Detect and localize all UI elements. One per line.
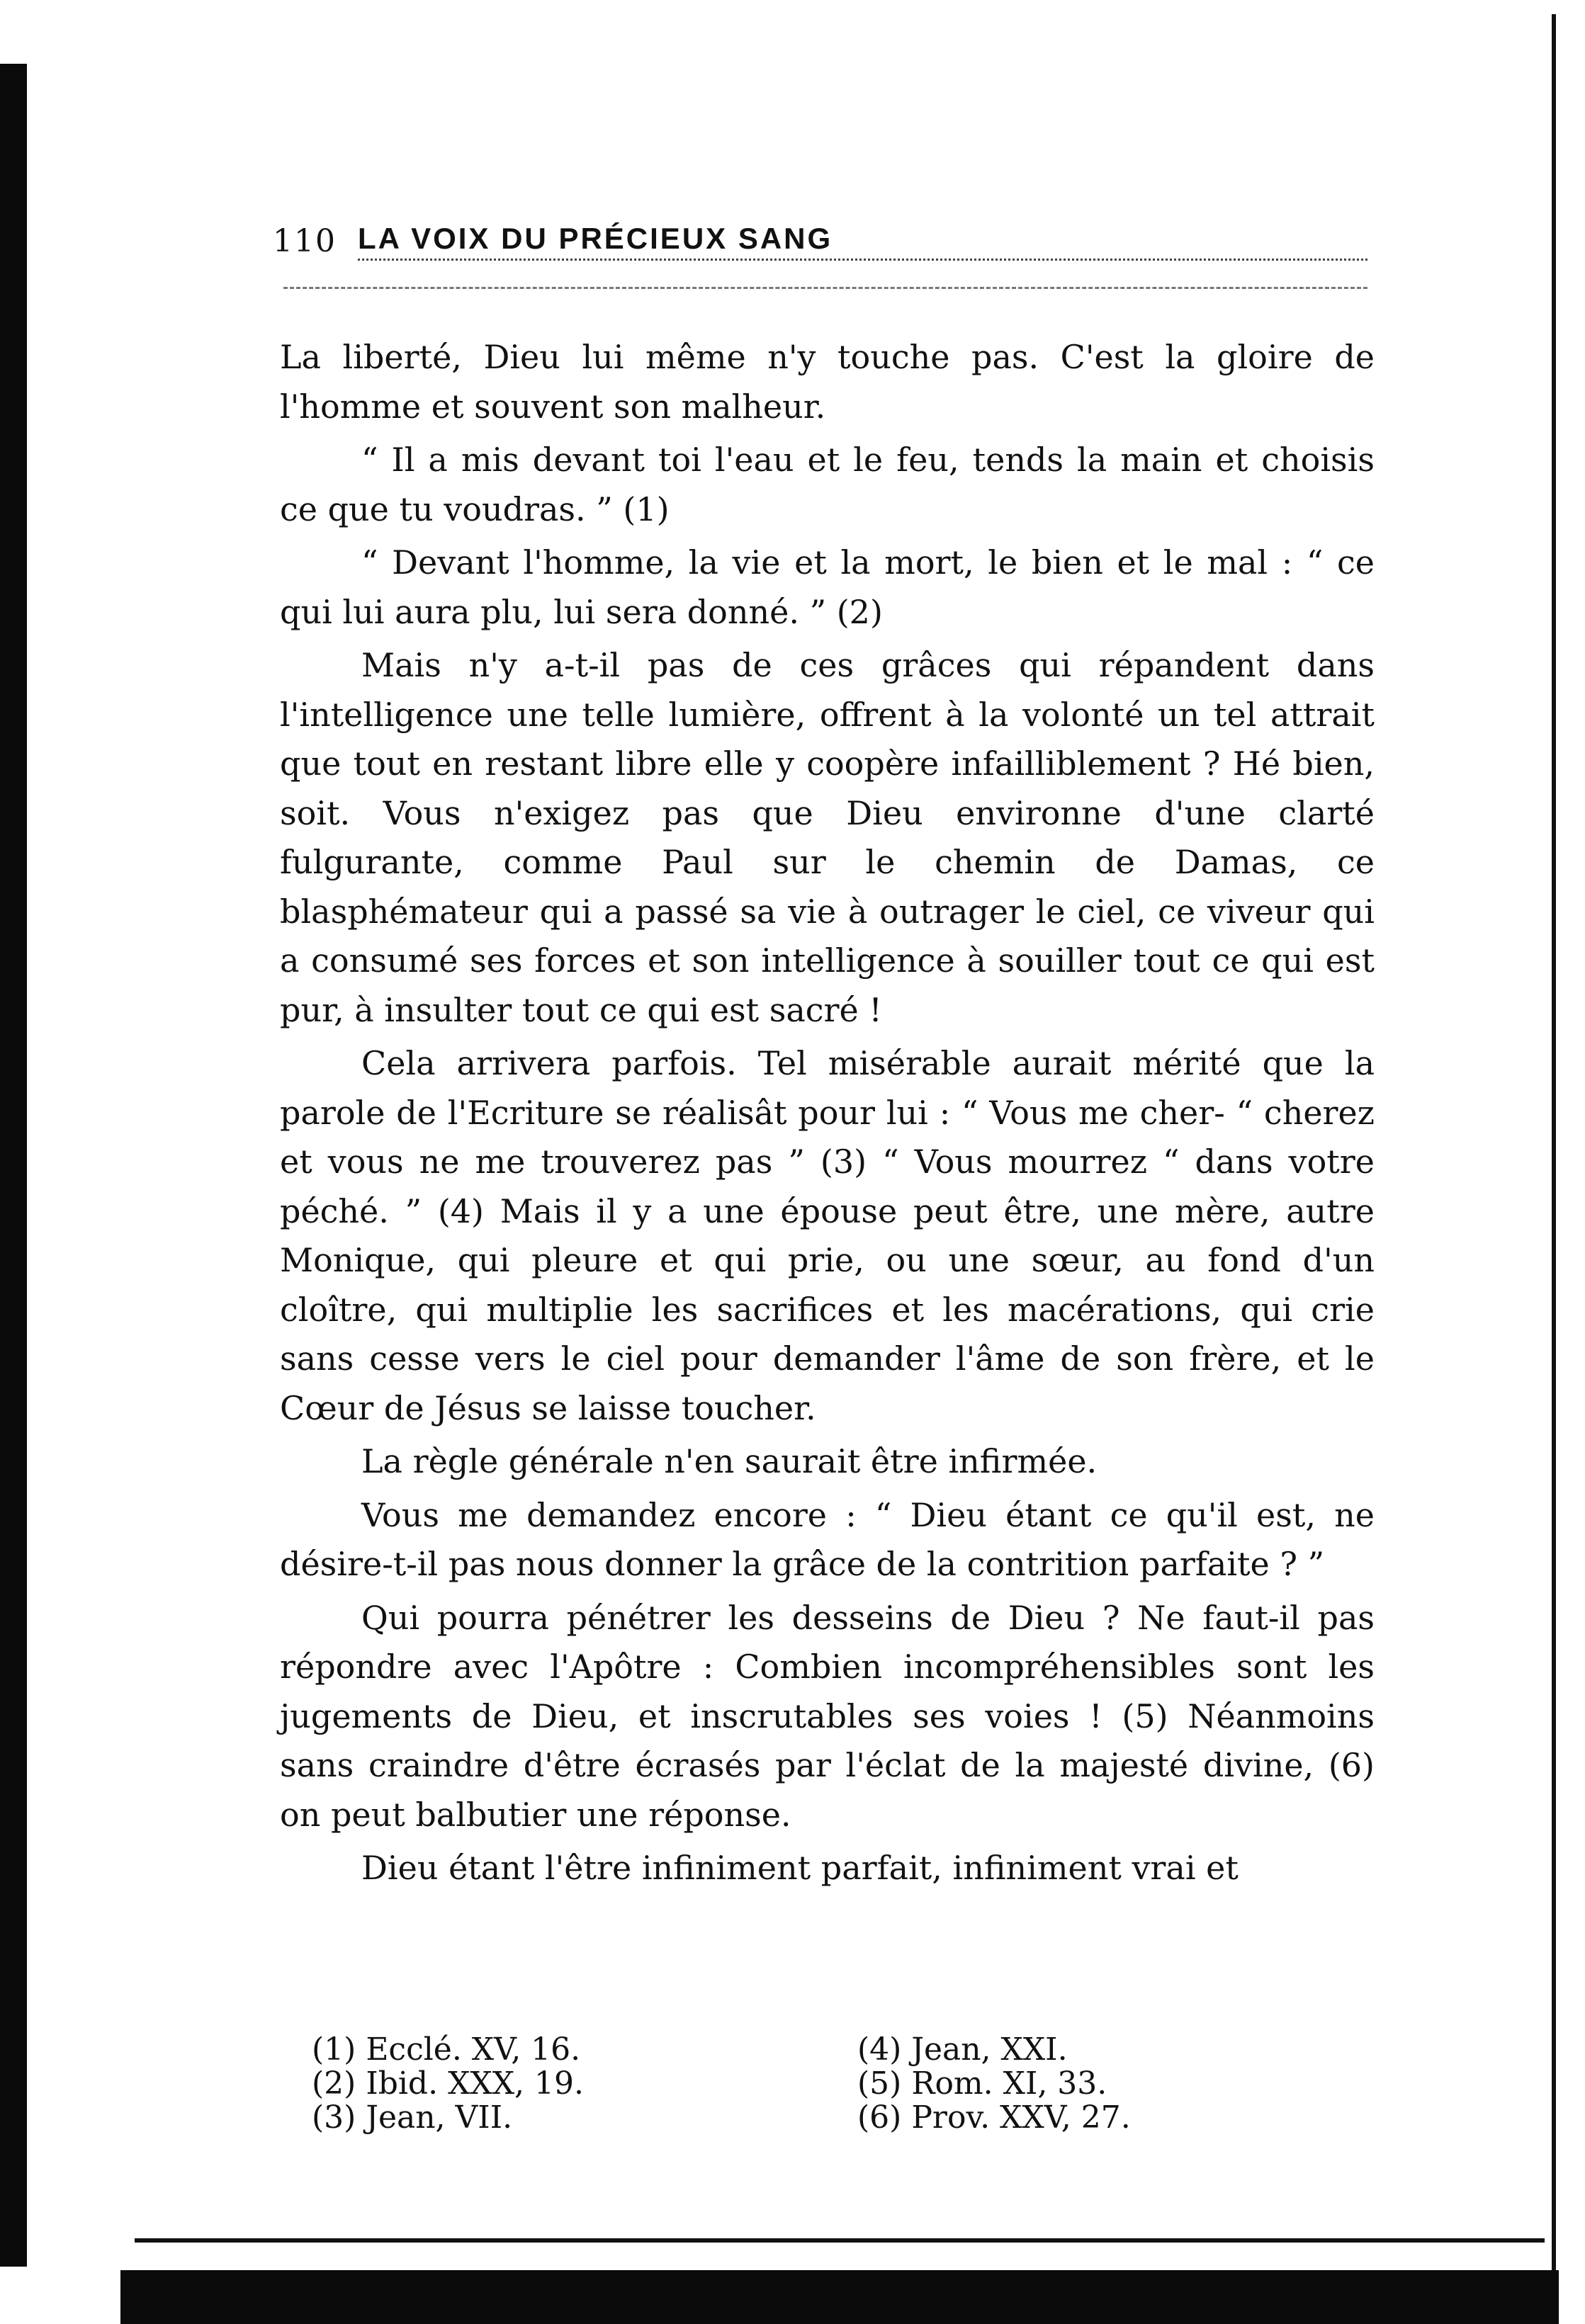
- page-edge-right: [1552, 14, 1556, 2281]
- paragraph: Mais n'y a-t-il pas de ces grâces qui répandent dans l'intelligence une telle lumière, offrent à la volonté un tel attrait que tout en restant libre elle y coopère infailliblement ? Hé bien, soit. Vous n'exigez pas que Dieu environne d'une clarté fulgurante, comme Paul sur le chemin de Damas, ce blasphémateur qui a passé sa vie à outrager le ciel, ce viveur qui a consumé ses forces et son intelligence à souiller tout ce qui est pur, à insulter tout ce qui est sacré !: [280, 646, 1375, 1029]
- footnotes: [312, 2033, 1304, 2135]
- page-number: 110: [273, 222, 337, 259]
- running-title: LA VOIX DU PRÉCIEUX SANG: [358, 222, 1367, 261]
- paragraph: Vous me demandez encore : “ Dieu étant ce qu'il est, ne désire-t-il pas nous donner la grâce de la contrition parfaite ? ”: [280, 1495, 1375, 1583]
- footnote-5: (5) Rom. XI, 33.: [857, 2065, 1107, 2102]
- header-rule: [283, 287, 1367, 289]
- footnote-4: (4) Jean, XXI.: [857, 2031, 1068, 2068]
- page-edge-bottom-line: [135, 2238, 1545, 2243]
- footnote-1: (1) Ecclé. XV, 16.: [312, 2031, 581, 2068]
- page-header: [273, 212, 1367, 269]
- paragraph: Cela arrivera parfois. Tel misérable aurait mérité que la parole de l'Ecriture se réalisât pour lui : “ Vous me cher- “ cherez et vous ne me trouverez pas ” (3) “ Vous mourrez “ dans votre péché. ” (4) Mais il y a une épouse peut être, une mère, autre Monique, qui pleure et qui prie, ou une sœur, au fond d'un cloître, qui multiplie les sacrifices et les macérations, qui crie sans cesse vers le ciel pour demander l'âme de son frère, et le Cœur de Jésus se laisse toucher.: [280, 1044, 1375, 1427]
- paragraph: Qui pourra pénétrer les desseins de Dieu ? Ne faut-il pas répondre avec l'Apôtre : Combien incompréhensibles sont les jugements de Dieu, et inscrutables ses voies ! (5) Néanmoins sans craindre d'être écrasés par l'éclat de la majesté divine, (6) on peut balbutier une réponse.: [280, 1598, 1375, 1834]
- binding-shadow-bottom: [120, 2270, 1559, 2324]
- paragraph: Dieu étant l'être infiniment parfait, infiniment vrai et: [361, 1849, 1239, 1887]
- paragraph: “ Il a mis devant toi l'eau et le feu, tends la main et choisis ce que tu voudras. ” (1): [280, 441, 1375, 528]
- footnote-6: (6) Prov. XXV, 27.: [857, 2099, 1131, 2136]
- footnote-2: (2) Ibid. XXX, 19.: [312, 2065, 584, 2102]
- paragraph: “ Devant l'homme, la vie et la mort, le bien et le mal : “ ce qui lui aura plu, lui sera donné. ” (2): [280, 543, 1375, 631]
- paragraph: La règle générale n'en saurait être infirmée.: [361, 1442, 1098, 1480]
- binding-shadow-left: [0, 64, 27, 2267]
- paragraph: La liberté, Dieu lui même n'y touche pas. C'est la gloire de l'homme et souvent son malheur.: [280, 338, 1375, 426]
- body-text: [280, 333, 1375, 1898]
- footnote-3: (3) Jean, VII.: [312, 2099, 513, 2136]
